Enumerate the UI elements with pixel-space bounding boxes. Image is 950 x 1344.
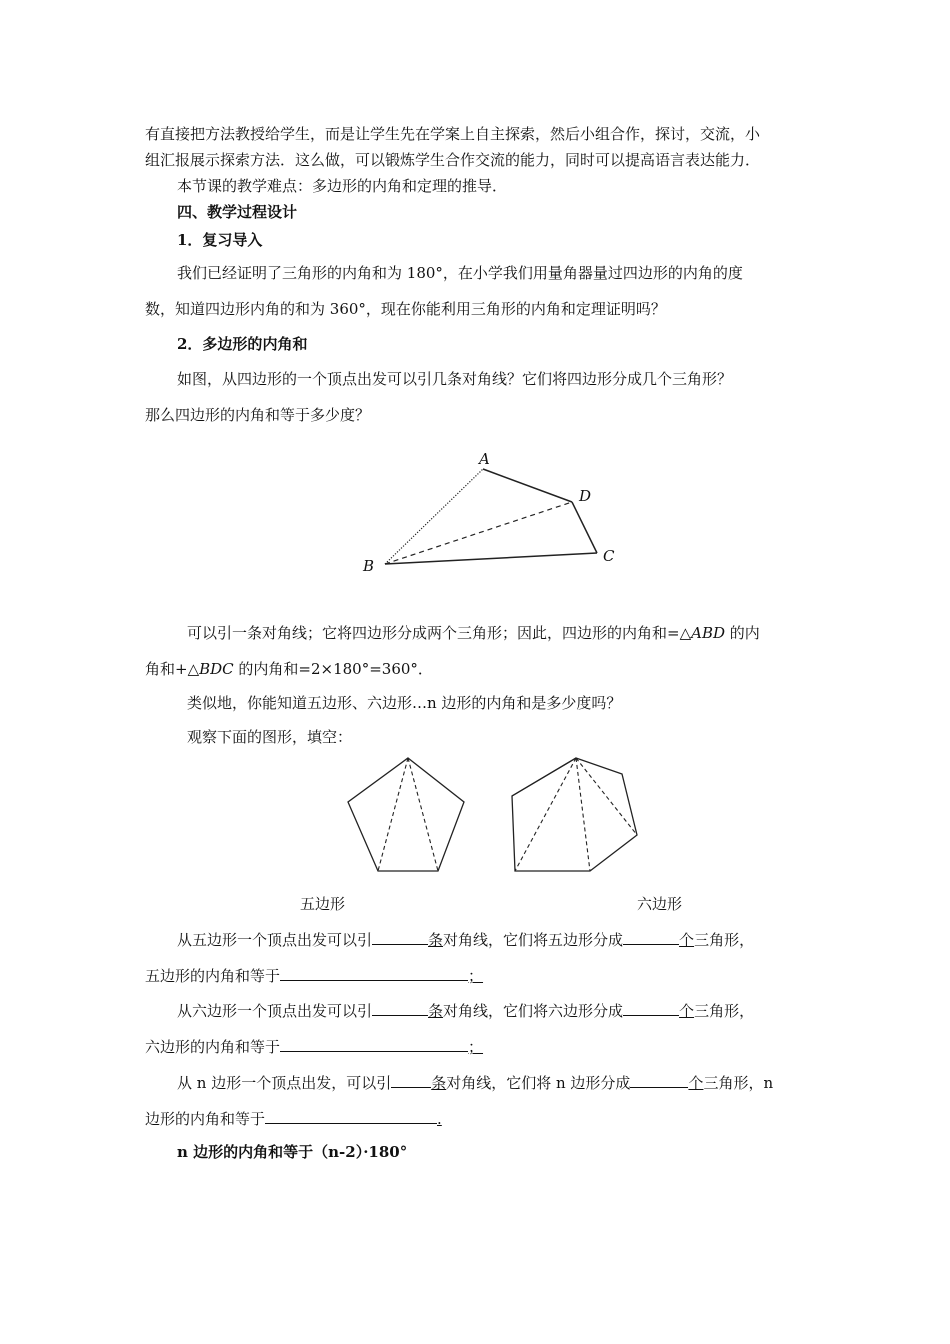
pentagon-fill-text-d: 个	[679, 931, 695, 949]
quadrilateral-figure	[355, 445, 625, 585]
similar-question: 类似地，你能知道五边形、六边形…n 边形的内角和是多少度吗？	[187, 694, 622, 712]
hexagon-fill-line-1	[177, 1000, 754, 1021]
hexagon-fill-line-2	[145, 1036, 483, 1057]
pentagon-sum-blank[interactable]	[280, 965, 468, 981]
ngon-fill-line-1	[177, 1072, 773, 1093]
ngon-fill-text-c: 对角线，它们将 n 边形分成	[446, 1074, 631, 1092]
hexagon-caption: 六边形	[637, 895, 683, 913]
pentagon-fill-text-b: 条	[428, 931, 444, 949]
pentagon-fill-text-a: 从五边形一个顶点出发可以引	[177, 931, 373, 949]
pentagon-triangles-blank[interactable]	[623, 929, 679, 945]
ngon-diagonals-blank[interactable]	[391, 1072, 431, 1088]
ngon-sum-blank[interactable]	[265, 1108, 437, 1124]
ngon-fill-text-g: .	[437, 1110, 442, 1128]
pentagon-diagonal-2	[408, 758, 438, 871]
vertex-label-D: D	[579, 487, 592, 505]
hexagon-fill-text-c: 对角线，它们将六边形分成	[443, 1002, 624, 1020]
hexagon-triangles-blank[interactable]	[623, 1000, 679, 1016]
pentagon-fill-text-c: 对角线，它们将五边形分成	[443, 931, 624, 949]
observe-instruction: 观察下面的图形，填空：	[187, 728, 353, 746]
hexagon-fill-text-b: 条	[428, 1002, 444, 1020]
edge-CB	[385, 553, 597, 564]
hexagon-fill-text-d: 个	[679, 1002, 695, 1020]
hexagon-figure	[505, 750, 645, 880]
pentagon-caption: 五边形	[300, 895, 346, 913]
ngon-fill-text-d: 个	[688, 1074, 704, 1092]
vertex-label-C: C	[603, 547, 615, 565]
hexagon-diagonal-1	[515, 758, 576, 871]
ngon-fill-text-b: 条	[431, 1074, 447, 1092]
hexagon-fill-text-e: 三角形，	[694, 1002, 755, 1020]
hexagon-fill-text-a: 从六边形一个顶点出发可以引	[177, 1002, 373, 1020]
review-line-1: 我们已经证明了三角形的内角和为 180°，在小学我们用量角器量过四边形的内角的度	[177, 264, 743, 282]
ngon-triangles-blank[interactable]	[630, 1072, 688, 1088]
subheading-review: 1．复习导入	[177, 231, 263, 249]
triangle-ABD: ABD	[691, 624, 725, 642]
conclusion-formula: n 边形的内角和等于（n-2）·180°	[177, 1143, 408, 1161]
intro-line-1: 有直接把方法教授给学生，而是让学生先在学案上自主探索，然后小组合作，探讨，交流，小	[145, 125, 761, 143]
pentagon-fill-text-f: 五边形的内角和等于	[145, 967, 281, 985]
vertex-label-B: B	[363, 557, 375, 575]
edge-AD	[483, 469, 572, 502]
edge-BA	[385, 469, 483, 564]
vertex-label-A: A	[479, 450, 490, 468]
pentagon-diagonal-1	[378, 758, 408, 871]
hexagon-sum-blank[interactable]	[280, 1036, 468, 1052]
ngon-fill-text-f: 边形的内角和等于	[145, 1110, 266, 1128]
pentagon-outline	[348, 758, 464, 871]
hexagon-edge-top-left	[512, 758, 576, 796]
intro-line-2: 组汇报展示探索方法．这么做，可以锻炼学生合作交流的能力，同时可以提高语言表达能力．	[145, 151, 761, 169]
pentagon-diagonals-blank[interactable]	[372, 929, 428, 945]
pentagon-fill-text-e: 三角形，	[694, 931, 755, 949]
subheading-polygon-sum: 2．多边形的内角和	[177, 335, 308, 353]
pentagon-fill-line-2	[145, 965, 483, 986]
section-heading-process: 四、教学过程设计	[177, 203, 298, 221]
hexagon-outline	[512, 758, 637, 871]
answer-text-3: 角和+△	[145, 660, 200, 678]
hexagon-diagonals-blank[interactable]	[372, 1000, 428, 1016]
question-line-2: 那么四边形的内角和等于多少度？	[145, 406, 371, 424]
answer-text-4: 的内角和=2×180°=360°．	[233, 660, 433, 678]
ngon-fill-text-e: 三角形，n	[703, 1074, 774, 1092]
diagonal-BD	[385, 502, 572, 564]
pentagon-fill-line-1	[177, 929, 754, 950]
answer-text-2: 的内	[725, 624, 760, 642]
ngon-fill-text-a: 从 n 边形一个顶点出发，可以引	[177, 1074, 392, 1092]
review-line-2: 数，知道四边形内角的和为 360°，现在你能利用三角形的内角和定理证明吗？	[145, 300, 666, 318]
triangle-BDC: BDC	[199, 660, 234, 678]
hexagon-fill-text-f: 六边形的内角和等于	[145, 1038, 281, 1056]
answer-line-1	[187, 623, 760, 643]
hexagon-diagonal-2	[576, 758, 590, 871]
answer-text-1: 可以引一条对角线；它将四边形分成两个三角形；因此，四边形的内角和=△	[187, 624, 692, 642]
hexagon-fill-text-g: ；	[468, 1038, 484, 1056]
difficulty-statement: 本节课的教学难点：多边形的内角和定理的推导．	[177, 177, 508, 195]
pentagon-figure	[340, 750, 480, 880]
answer-line-2	[145, 659, 433, 679]
edge-DC	[572, 502, 597, 553]
question-line-1: 如图，从四边形的一个顶点出发可以引几条对角线？它们将四边形分成几个三角形？	[177, 370, 733, 388]
ngon-fill-line-2	[145, 1108, 442, 1129]
pentagon-fill-text-g: ；	[468, 967, 484, 985]
